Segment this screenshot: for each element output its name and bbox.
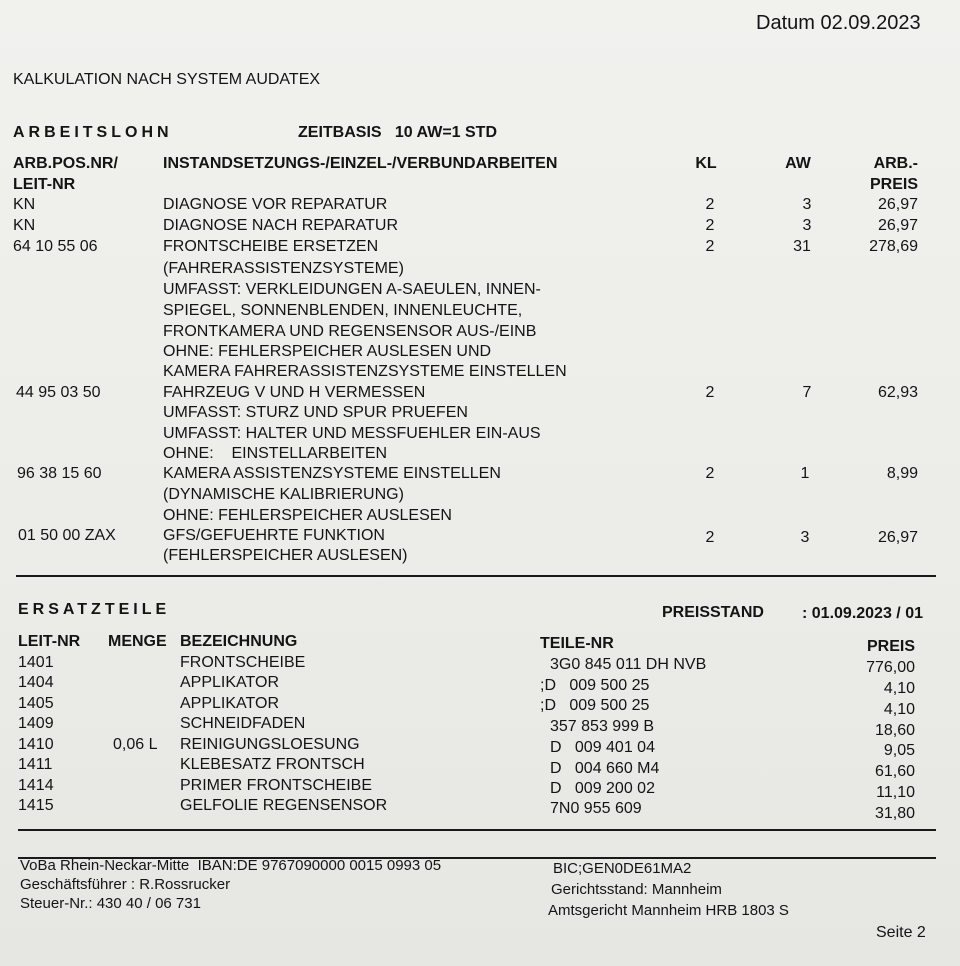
labor-row-price: 8,99 — [886, 465, 918, 482]
parts-row-preis: 31,80 — [874, 805, 915, 822]
parts-section-title: ERSATZTEILE — [18, 601, 171, 618]
labor-row-aw: 3 — [802, 196, 812, 213]
parts-col-teile: TEILE-NR — [540, 635, 614, 652]
parts-row-teile: 3G0 845 011 DH NVB — [550, 656, 707, 673]
labor-col-pos: ARB.POS.NR/ — [13, 155, 118, 172]
parts-row-leit: 1411 — [18, 756, 53, 773]
parts-row-leit: 1405 — [18, 695, 54, 712]
footer-bank: VoBa Rhein-Neckar-Mitte IBAN:DE 9767090000 0015 0993 05 — [20, 857, 442, 874]
labor-row-pos: 44 95 03 50 — [16, 384, 101, 401]
parts-row-preis: 11,10 — [876, 784, 915, 801]
labor-row-desc-line: (FAHRERASSISTENZSYSTEME) — [163, 260, 404, 277]
labor-row-desc-line: OHNE: FEHLERSPEICHER AUSLESEN — [163, 507, 452, 524]
labor-row-aw: 31 — [793, 238, 811, 255]
labor-row-pos: 01 50 00 ZAX — [18, 527, 116, 544]
labor-row-desc-line: SPIEGEL, SONNENBLENDEN, INNENLEUCHTE, — [163, 302, 523, 319]
parts-col-leit: LEIT-NR — [18, 633, 81, 650]
labor-row-kl: 2 — [705, 529, 715, 546]
parts-row-teile: ;D 009 500 25 — [540, 677, 650, 694]
parts-row-teile: 7N0 955 609 — [550, 800, 642, 817]
labor-row-pos: KN — [13, 196, 36, 213]
parts-row-teile: D 009 401 04 — [550, 739, 655, 756]
price-date-value: : 01.09.2023 / 01 — [802, 605, 923, 622]
labor-row-desc: FAHRZEUG V UND H VERMESSEN — [163, 384, 426, 401]
labor-row-desc: DIAGNOSE VOR REPARATUR — [163, 196, 388, 213]
parts-row-leit: 1404 — [18, 674, 54, 691]
parts-row-leit: 1401 — [18, 654, 54, 671]
document-title: KALKULATION NACH SYSTEM AUDATEX — [13, 71, 321, 88]
labor-col-aw: AW — [785, 155, 811, 172]
parts-row-preis: 9,05 — [883, 742, 915, 759]
labor-row-desc: KAMERA ASSISTENZSYSTEME EINSTELLEN — [163, 465, 501, 482]
parts-row-bez: KLEBESATZ FRONTSCH — [180, 756, 365, 773]
footer-manager: Geschäftsführer : R.Rossrucker — [20, 876, 231, 893]
parts-row-preis: 776,00 — [866, 659, 915, 676]
labor-section-title: ARBEITSLOHN — [13, 124, 173, 141]
parts-row-bez: GELFOLIE REGENSENSOR — [180, 797, 388, 814]
labor-row-desc: DIAGNOSE NACH REPARATUR — [163, 217, 398, 234]
parts-row-bez: APPLIKATOR — [180, 695, 279, 712]
parts-col-menge: MENGE — [108, 633, 167, 650]
labor-row-desc-line: OHNE: EINSTELLARBEITEN — [163, 445, 388, 462]
labor-col-desc: INSTANDSETZUNGS-/EINZEL-/VERBUNDARBEITEN — [163, 155, 558, 172]
labor-row-desc-line: UMFASST: HALTER UND MESSFUEHLER EIN-AUS — [163, 425, 541, 442]
labor-row-price: 278,69 — [869, 238, 918, 255]
parts-row-teile: 357 853 999 B — [550, 718, 655, 735]
labor-row-price: 26,97 — [877, 196, 918, 213]
labor-row-pos: 96 38 15 60 — [17, 465, 102, 482]
parts-row-bez: APPLIKATOR — [180, 674, 279, 691]
parts-row-teile: D 004 660 M4 — [550, 760, 660, 777]
labor-col-leit: LEIT-NR — [13, 176, 76, 193]
labor-row-desc-line: UMFASST: STURZ UND SPUR PRUEFEN — [163, 404, 468, 421]
parts-row-teile: D 009 200 02 — [550, 780, 655, 797]
labor-row-price: 26,97 — [877, 217, 918, 234]
parts-row-bez: FRONTSCHEIBE — [180, 654, 306, 671]
parts-col-preis: PREIS — [866, 638, 915, 655]
parts-row-bez: REINIGUNGSLOESUNG — [180, 736, 360, 753]
footer-bic: BIC;GEN0DE61MA2 — [553, 860, 692, 877]
parts-row-leit: 1410 — [18, 736, 54, 753]
labor-row-kl: 2 — [705, 465, 715, 482]
labor-row-kl: 2 — [705, 384, 715, 401]
parts-row-leit: 1415 — [18, 797, 54, 814]
labor-row-desc: GFS/GEFUEHRTE FUNKTION — [163, 527, 385, 544]
labor-row-price: 62,93 — [877, 384, 918, 401]
parts-row-preis: 4,10 — [883, 680, 915, 697]
labor-row-aw: 3 — [802, 217, 812, 234]
parts-row-leit: 1409 — [18, 715, 54, 732]
labor-row-desc-line: (DYNAMISCHE KALIBRIERUNG) — [163, 486, 404, 503]
labor-row-desc-line: KAMERA FAHRERASSISTENZSYSTEME EINSTELLEN — [163, 363, 567, 380]
labor-col-price: ARB.- — [873, 155, 918, 172]
parts-row-preis: 18,60 — [874, 722, 915, 739]
labor-time-basis: ZEITBASIS 10 AW=1 STD — [298, 124, 498, 141]
document-date: Datum 02.09.2023 — [756, 12, 921, 34]
labor-row-aw: 3 — [800, 529, 810, 546]
labor-row-kl: 2 — [705, 238, 715, 255]
parts-row-bez: PRIMER FRONTSCHEIBE — [180, 777, 373, 794]
labor-row-aw: 1 — [800, 465, 810, 482]
footer-register: Amtsgericht Mannheim HRB 1803 S — [548, 902, 789, 919]
parts-row-preis: 4,10 — [883, 701, 915, 718]
parts-row-leit: 1414 — [18, 777, 54, 794]
labor-col-kl: KL — [695, 155, 717, 172]
parts-row-teile: ;D 009 500 25 — [540, 697, 650, 714]
parts-row-bez: SCHNEIDFADEN — [180, 715, 306, 732]
labor-row-desc-line: OHNE: FEHLERSPEICHER AUSLESEN UND — [163, 343, 492, 360]
footer-court: Gerichtsstand: Mannheim — [551, 881, 722, 898]
labor-row-aw: 7 — [802, 384, 812, 401]
page-number: Seite 2 — [876, 924, 926, 941]
parts-section-divider — [18, 829, 936, 831]
labor-row-kl: 2 — [705, 196, 715, 213]
labor-row-pos: 64 10 55 06 — [13, 238, 98, 255]
labor-row-desc-line: FRONTKAMERA UND REGENSENSOR AUS-/EINB — [163, 323, 537, 340]
labor-row-price: 26,97 — [877, 529, 918, 546]
labor-row-kl: 2 — [705, 217, 715, 234]
labor-row-pos: KN — [13, 217, 36, 234]
parts-col-bez: BEZEICHNUNG — [180, 633, 298, 650]
labor-row-desc-line: UMFASST: VERKLEIDUNGEN A-SAEULEN, INNEN- — [163, 281, 541, 298]
footer-tax-number: Steuer-Nr.: 430 40 / 06 731 — [20, 895, 201, 912]
labor-section-divider — [16, 575, 936, 577]
labor-col-price-2: PREIS — [869, 176, 918, 193]
price-date-label: PREISSTAND — [662, 604, 764, 621]
parts-row-preis: 61,60 — [874, 763, 915, 780]
labor-row-desc: FRONTSCHEIBE ERSETZEN — [163, 238, 379, 255]
parts-row-menge: 0,06 L — [113, 736, 158, 753]
labor-row-desc-line: (FEHLERSPEICHER AUSLESEN) — [163, 547, 408, 564]
